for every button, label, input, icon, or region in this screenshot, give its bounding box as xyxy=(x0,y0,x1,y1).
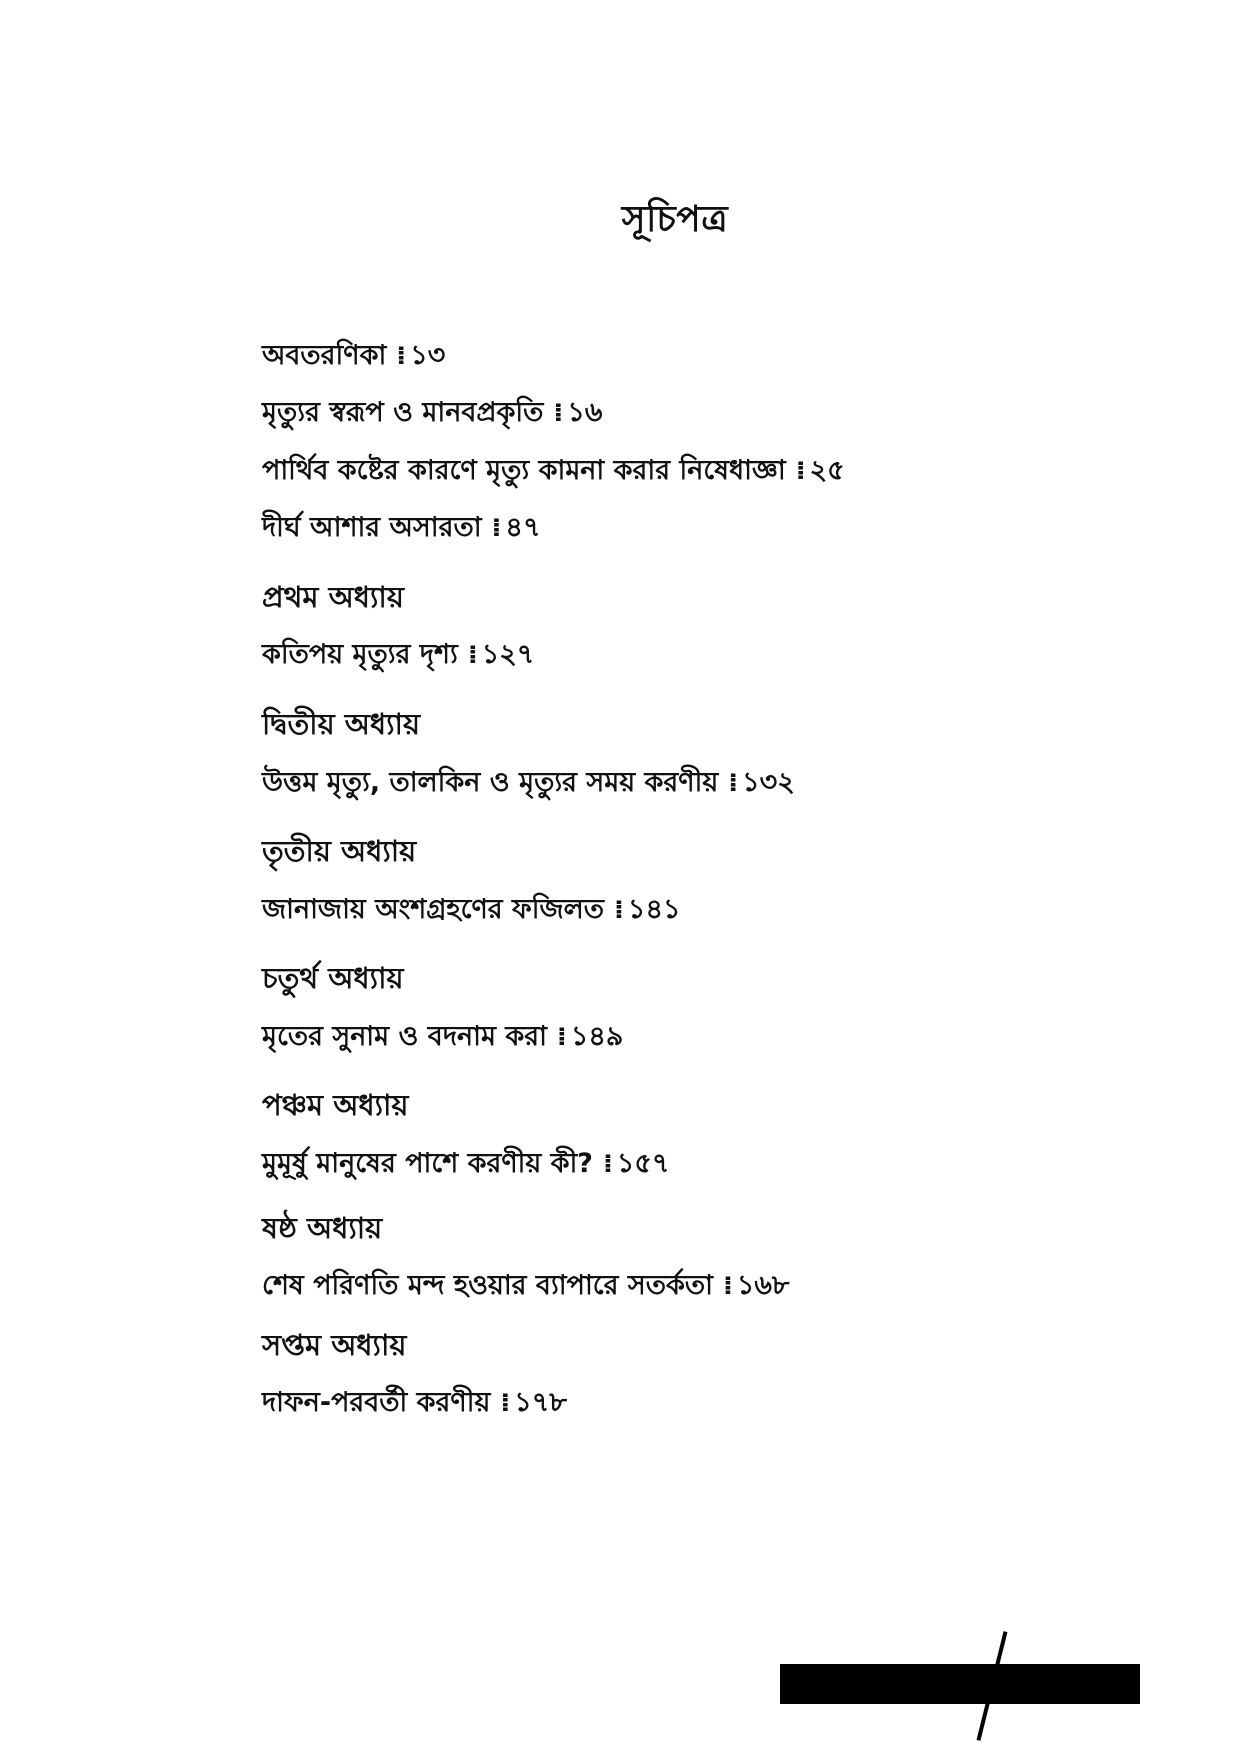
toc-separator: ⁞ xyxy=(396,341,405,371)
toc-entry xyxy=(262,1021,1022,1053)
toc-entry-title: কতিপয় মৃত্যুর দৃশ্য xyxy=(262,639,458,671)
toc-separator: ⁞ xyxy=(556,1021,565,1052)
footer-bar xyxy=(780,1664,1140,1704)
toc-entry-page: ১৬ xyxy=(567,397,603,429)
toc-entry-title: মৃতের সুনাম ও বদনাম করা xyxy=(262,1020,547,1052)
toc-entry xyxy=(262,1270,1022,1302)
toc-separator: ⁞ xyxy=(500,1388,509,1419)
toc-entry xyxy=(262,894,1022,926)
chapter-heading: ষষ্ঠ অধ্যায় xyxy=(262,1210,383,1245)
toc-entry-page: ১২৭ xyxy=(481,639,535,671)
toc-entry xyxy=(262,455,1022,487)
toc-entry xyxy=(262,1387,1022,1419)
toc-entry-page: ১৩২ xyxy=(742,766,795,798)
toc-separator: ⁞ xyxy=(491,513,500,544)
toc-entry-page: ১৭৮ xyxy=(514,1387,567,1419)
toc-separator: ⁞ xyxy=(553,398,562,429)
toc-entry-page: ২৫ xyxy=(809,454,845,486)
chapter-heading: দ্বিতীয় অধ্যায় xyxy=(262,706,421,741)
toc-entry-page: ৪৭ xyxy=(505,512,541,544)
toc-entry xyxy=(262,639,1022,671)
toc-separator: ⁞ xyxy=(467,640,476,671)
toc-entry-title: অবতরণিকা xyxy=(262,340,387,371)
chapter-heading: সপ্তম অধ্যায় xyxy=(262,1327,407,1362)
toc-entry xyxy=(262,767,1022,799)
toc-entry xyxy=(262,512,1022,544)
chapter-heading: তৃতীয় অধ্যায় xyxy=(262,833,417,868)
toc-entry xyxy=(262,1148,1022,1180)
toc-entry-title: মৃত্যুর স্বরূপ ও মানবপ্রকৃতি xyxy=(262,397,544,429)
table-of-contents xyxy=(262,340,1022,1420)
toc-entry-page: ১৫৭ xyxy=(616,1148,670,1180)
toc-entry xyxy=(262,397,1022,429)
toc-separator: ⁞ xyxy=(728,767,737,798)
chapter-heading: প্রথম অধ্যায় xyxy=(262,579,404,614)
toc-entry-page: ১৩ xyxy=(410,340,446,371)
toc-entry-title: জানাজায় অংশগ্রহণের ফজিলত xyxy=(262,893,605,925)
toc-entry-page: ১৬৮ xyxy=(736,1270,790,1302)
chapter-heading: চতুর্থ অধ্যায় xyxy=(262,961,404,996)
toc-separator: ⁞ xyxy=(795,455,804,486)
toc-entry-title: দীর্ঘ আশার অসারতা xyxy=(262,512,482,544)
toc-entry-title: উত্তম মৃত্যু, তালকিন ও মৃত্যুর সময় করণীয় xyxy=(262,766,719,798)
toc-entry-title: মুমূর্ষু মানুষের পাশে করণীয় কী? xyxy=(262,1148,593,1180)
toc-entry xyxy=(262,340,1022,372)
toc-entry-title: পার্থিব কষ্টের কারণে মৃত্যু কামনা করার নিষেধাজ্ঞা xyxy=(262,454,786,486)
toc-entry-page: ১৪১ xyxy=(627,893,681,925)
toc-separator: ⁞ xyxy=(614,894,622,925)
toc-separator: ⁞ xyxy=(722,1271,731,1302)
chapter-heading: পঞ্চম অধ্যায় xyxy=(262,1088,409,1123)
page-title: সূচিপত্র xyxy=(621,199,729,240)
toc-entry-title: দাফন-পরবর্তী করণীয় xyxy=(262,1387,491,1419)
toc-entry-page: ১৪৯ xyxy=(570,1020,624,1052)
toc-separator: ⁞ xyxy=(602,1149,611,1180)
toc-entry-title: শেষ পরিণতি মন্দ হওয়ার ব্যাপারে সতর্কতা xyxy=(262,1270,713,1302)
